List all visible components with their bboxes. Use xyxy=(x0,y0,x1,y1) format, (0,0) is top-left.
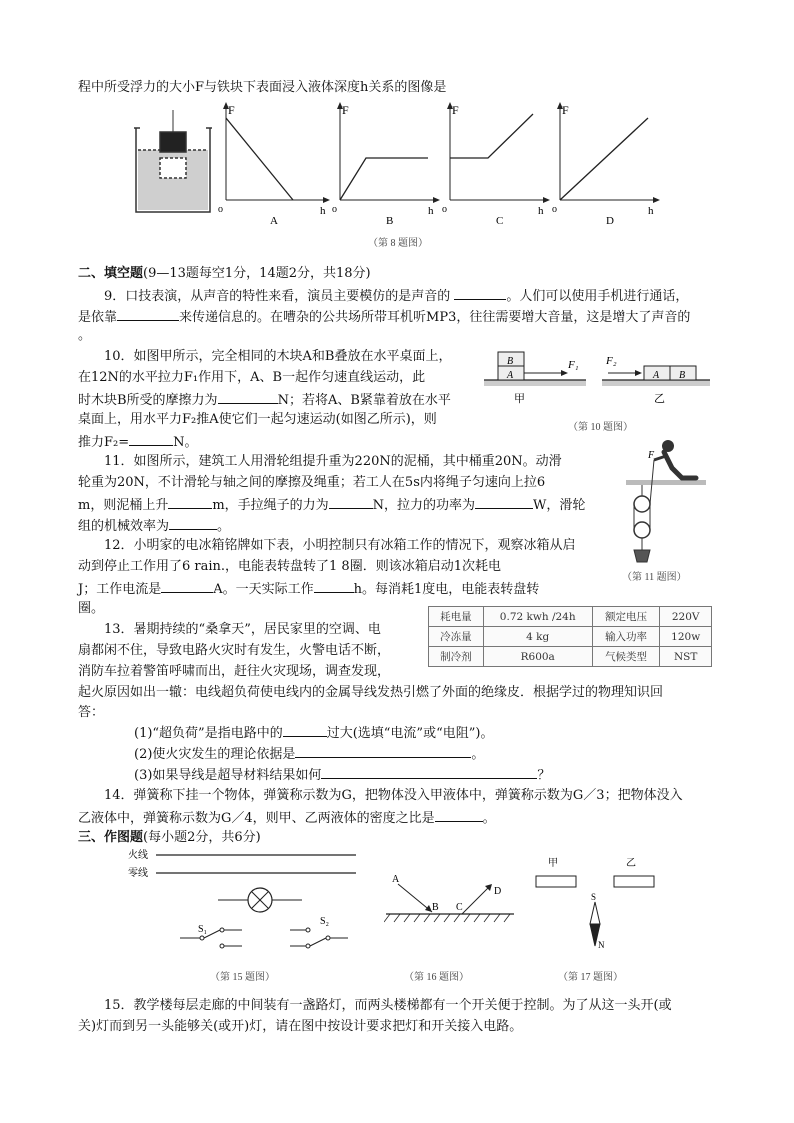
graph-a-origin: o xyxy=(218,204,223,215)
q13-sub1 xyxy=(134,722,493,744)
table-cell: 耗电量 xyxy=(429,607,484,627)
graph-b-axis-f: F xyxy=(342,103,349,117)
q13-sub3-text: (3)如果导线是超导材料结果如何 xyxy=(134,768,322,783)
q10-text3: 时木块B所受的摩擦力为 xyxy=(78,393,218,408)
q9-line1 xyxy=(104,285,688,307)
q12-text3: J；工作电流是 xyxy=(78,582,162,597)
q11-blank1[interactable] xyxy=(168,494,212,509)
option-a-label: A xyxy=(270,215,278,227)
q12-text3-after: h。每消耗1度电，电能表转盘转 xyxy=(353,582,540,597)
point-a-label: A xyxy=(392,874,400,885)
q11-text4-after: 。 xyxy=(217,519,231,534)
q8-figure xyxy=(128,100,668,250)
q12-line4: 圈。 xyxy=(78,601,105,616)
q15-line2: 关)灯而到另一头能够关(或开)灯，请在图中按设计要求把灯和开关接入电路。 xyxy=(78,1019,523,1034)
f1-label: F₁ xyxy=(568,359,579,371)
lamp-icon xyxy=(218,888,302,912)
table-surface-jia xyxy=(484,380,586,386)
graph-d-axis-h: h xyxy=(648,205,654,217)
fridge-spec-table xyxy=(428,606,712,667)
magnet-yi-label: 乙 xyxy=(626,858,636,869)
worker-arm xyxy=(654,456,666,460)
neutral-wire-label: 零线 xyxy=(128,868,148,879)
table-cell: 制冷剂 xyxy=(429,647,484,667)
q13-line4: 起火原因如出一辙：电线超负荷使电线内的金属导线发热引燃了外面的绝缘皮．根据学过的物理知识回 xyxy=(78,685,664,700)
q11-figure xyxy=(620,438,712,584)
table-row xyxy=(429,647,712,667)
q15-line1: 15．教学楼每层走廊的中间装有一盏路灯，而两头楼梯都有一个开关便于控制。为了从这一头开(或 xyxy=(104,998,672,1013)
graph-c xyxy=(442,102,550,227)
q13-line2: 扇都闲不住，导致电路火灾时有发生，火警电话不断， xyxy=(78,643,391,658)
q10-line4: 桌面上，用水平力F₂推A使它们一起匀速运动(如图乙所示)，则 xyxy=(78,412,437,427)
q9-blank1[interactable] xyxy=(454,285,506,300)
q14-blank1[interactable] xyxy=(435,807,483,822)
q10-line5 xyxy=(78,431,198,453)
fig16-caption: （第 16 题图） xyxy=(404,972,469,983)
table-cell: 额定电压 xyxy=(592,607,660,627)
label-yi: 乙 xyxy=(654,393,665,405)
section2-note: (9—13题每空1分，14题2分，共18分) xyxy=(143,266,371,281)
q9-text1-after: 。人们可以使用手机进行通话， xyxy=(506,289,689,304)
table-cell: 气候类型 xyxy=(592,647,660,667)
table-cell: 4 kg xyxy=(483,627,592,647)
block-b-yi-label: B xyxy=(679,370,686,381)
q13-blank1[interactable] xyxy=(283,722,327,737)
q13-blank2[interactable] xyxy=(295,743,471,758)
fig15-circuit xyxy=(120,846,370,986)
q11-text3-after: W，滑轮 xyxy=(533,498,586,513)
section3-heading xyxy=(78,828,261,848)
q9-blank2[interactable] xyxy=(117,306,179,321)
q10-text5-after: N。 xyxy=(173,435,198,450)
q13-blank3[interactable] xyxy=(321,764,537,779)
q13-line3: 消防车拉着警笛呼啸而出，赶往火灾现场，调查发现， xyxy=(78,664,391,679)
graph-b-axis-h: h xyxy=(428,205,434,217)
live-wire-label: 火线 xyxy=(128,850,148,861)
f2-label: F₂ xyxy=(606,355,617,367)
q9-text1: 9．口技表演，从声音的特性来看，演员主要模仿的是声音的 xyxy=(104,289,451,304)
q11-blank2[interactable] xyxy=(329,494,373,509)
q12-blank1[interactable] xyxy=(161,578,213,593)
table-cell: NST xyxy=(660,647,712,667)
graph-a xyxy=(218,102,330,227)
fig16-reflection xyxy=(384,852,524,986)
q10-line1: 10．如图甲所示，完全相同的木块A和B叠放在水平桌面上， xyxy=(104,349,452,364)
table-cell: 冷冻量 xyxy=(429,627,484,647)
graph-c-origin: o xyxy=(442,204,447,215)
s1-label: S₁ xyxy=(198,924,208,935)
table-cell: R600a xyxy=(483,647,592,667)
graph-d xyxy=(552,102,660,227)
table-cell: 220V xyxy=(660,607,712,627)
movable-pulley xyxy=(634,522,650,538)
q14-text2: 乙液体中，弹簧称示数为G／4，则甲、乙两液体的密度之比是 xyxy=(78,811,435,826)
q11-text3-mid: m，手拉绳子的力为 xyxy=(212,498,329,513)
option-b-label: B xyxy=(386,215,394,227)
fixed-pulley xyxy=(634,496,650,512)
q9-line3: 。 xyxy=(78,328,92,343)
q9-text2-after: 来传递信息的。在嘈杂的公共场所带耳机听MP3，往往需要增大音量，这是增大了声音的 xyxy=(179,310,691,325)
graph-c-axis-h: h xyxy=(538,205,544,217)
q14-line2 xyxy=(78,807,496,829)
section3-note: (每小题2分，共6分) xyxy=(143,830,261,845)
q10-text5: 推力F₂= xyxy=(78,435,130,450)
q13-sub2-text: (2)使火灾发生的理论依据是 xyxy=(134,747,296,762)
fig17-magnets xyxy=(528,852,668,986)
needle-n-label: N xyxy=(598,940,605,950)
graph-d-axis-f: F xyxy=(562,103,569,117)
q11-line4 xyxy=(78,515,230,537)
graph-b xyxy=(332,102,440,227)
graph-b-origin: o xyxy=(332,204,337,215)
worker-body xyxy=(664,452,696,478)
q8-caption: （第 8 题图） xyxy=(368,238,428,249)
block-a-jia-label: A xyxy=(507,370,514,381)
q9-text2: 是依靠 xyxy=(78,310,118,325)
q11-force-label: F xyxy=(648,450,655,461)
q13-sub1-text: (1)“超负荷”是指电路中的 xyxy=(134,726,283,741)
fig15-caption: （第 15 题图） xyxy=(210,972,275,983)
q13-sub3 xyxy=(134,764,550,786)
q12-line1: 12．小明家的电冰箱铭牌如下表，小明控制只有冰箱工作的情况下，观察冰箱从启 xyxy=(104,538,576,553)
q12-line2: 动到停止工作用了6 rain.，电能表转盘转了1 8圈．则该冰箱启动1次耗电 xyxy=(78,559,501,574)
q12-blank2[interactable] xyxy=(314,578,354,593)
option-d-label: D xyxy=(606,215,614,227)
table-cell: 120w xyxy=(660,627,712,647)
q14-line1: 14．弹簧称下挂一个物体，弹簧称示数为G，把物体没入甲液体中，弹簧称示数为G／3；把物体没入 xyxy=(104,788,683,803)
mirror-hatching xyxy=(384,914,510,922)
table-cell: 0.72 kwh /24h xyxy=(483,607,592,627)
magnet-yi xyxy=(614,876,654,887)
graph-c-axis-f: F xyxy=(452,103,459,117)
magnet-jia-label: 甲 xyxy=(548,858,558,869)
point-d-label: D xyxy=(494,886,502,897)
q11-line1: 11．如图所示，建筑工人用滑轮组提升重为220N的泥桶，其中桶重20N。动滑 xyxy=(104,454,562,469)
graph-a-axis-f: F xyxy=(228,103,235,117)
table-row xyxy=(429,627,712,647)
q10-text3-after: N；若将A、B紧靠着放在水平 xyxy=(277,393,451,408)
switch-s2-icon xyxy=(290,916,348,948)
mud-bucket xyxy=(634,550,650,562)
section2-title: 二、填空题 xyxy=(78,266,144,281)
q10-line3 xyxy=(78,389,451,411)
magnet-jia xyxy=(536,876,576,887)
q8-stem: 程中所受浮力的大小F与铁块下表面浸入液体深度h关系的图像是 xyxy=(78,80,447,95)
needle-s-label: S xyxy=(591,892,597,902)
beaker-illustration xyxy=(134,110,212,212)
section2-heading xyxy=(78,264,371,284)
switch-s1-icon xyxy=(180,924,242,948)
q13-sub2-after: 。 xyxy=(471,747,485,762)
q13-sub3-after: ？ xyxy=(537,768,551,783)
reflected-ray xyxy=(462,886,490,914)
q11-caption: （第 11 题图） xyxy=(622,572,687,583)
platform xyxy=(626,480,706,485)
q12-text3-mid: A。一天实际工作 xyxy=(213,582,314,597)
q13-line1: 13．暑期持续的“桑拿天”，居民家里的空调、电 xyxy=(104,622,381,637)
q10-figure xyxy=(484,344,714,436)
q11-line2: 轮重为20N，不计滑轮与轴之间的摩擦及绳重；若工人在5s内将绳子匀速向上拉6 xyxy=(78,475,546,490)
q13-sub2 xyxy=(134,743,484,765)
table-cell: 输入功率 xyxy=(592,627,660,647)
q9-line2 xyxy=(78,306,690,328)
q12-line3 xyxy=(78,578,539,600)
q11-blank4[interactable] xyxy=(169,515,217,530)
q11-text3-mid2: N，拉力的功率为 xyxy=(372,498,476,513)
block-a-yi-label: A xyxy=(653,370,660,381)
q13-sub1-after: 过大(选填“电流”或“电阻”)。 xyxy=(326,726,494,741)
option-c-label: C xyxy=(496,215,504,227)
q10-line2: 在12N的水平拉力F₁作用下，A、B一起作匀速直线运动，此 xyxy=(78,370,426,385)
label-jia: 甲 xyxy=(514,393,525,405)
q13-line5: 答： xyxy=(78,705,105,720)
q14-text2-after: 。 xyxy=(482,811,496,826)
q11-blank3[interactable] xyxy=(475,494,533,509)
q10-caption: （第 10 题图） xyxy=(568,422,633,433)
section3-title: 三、作图题 xyxy=(78,830,144,845)
q11-text3: m，则泥桶上升 xyxy=(78,498,169,513)
graph-d-origin: o xyxy=(552,204,557,215)
graph-a-axis-h: h xyxy=(320,205,326,217)
q11-text4: 组的机械效率为 xyxy=(78,519,170,534)
q10-blank1[interactable] xyxy=(218,389,278,404)
s2-label: S₂ xyxy=(320,916,330,927)
fig17-caption: （第 17 题图） xyxy=(558,972,623,983)
point-b-label: B xyxy=(432,902,439,913)
point-c-label: C xyxy=(456,902,463,913)
q11-line3 xyxy=(78,494,585,516)
table-row xyxy=(429,607,712,627)
block-b-jia-label: B xyxy=(507,356,514,367)
q10-blank2[interactable] xyxy=(129,431,173,446)
